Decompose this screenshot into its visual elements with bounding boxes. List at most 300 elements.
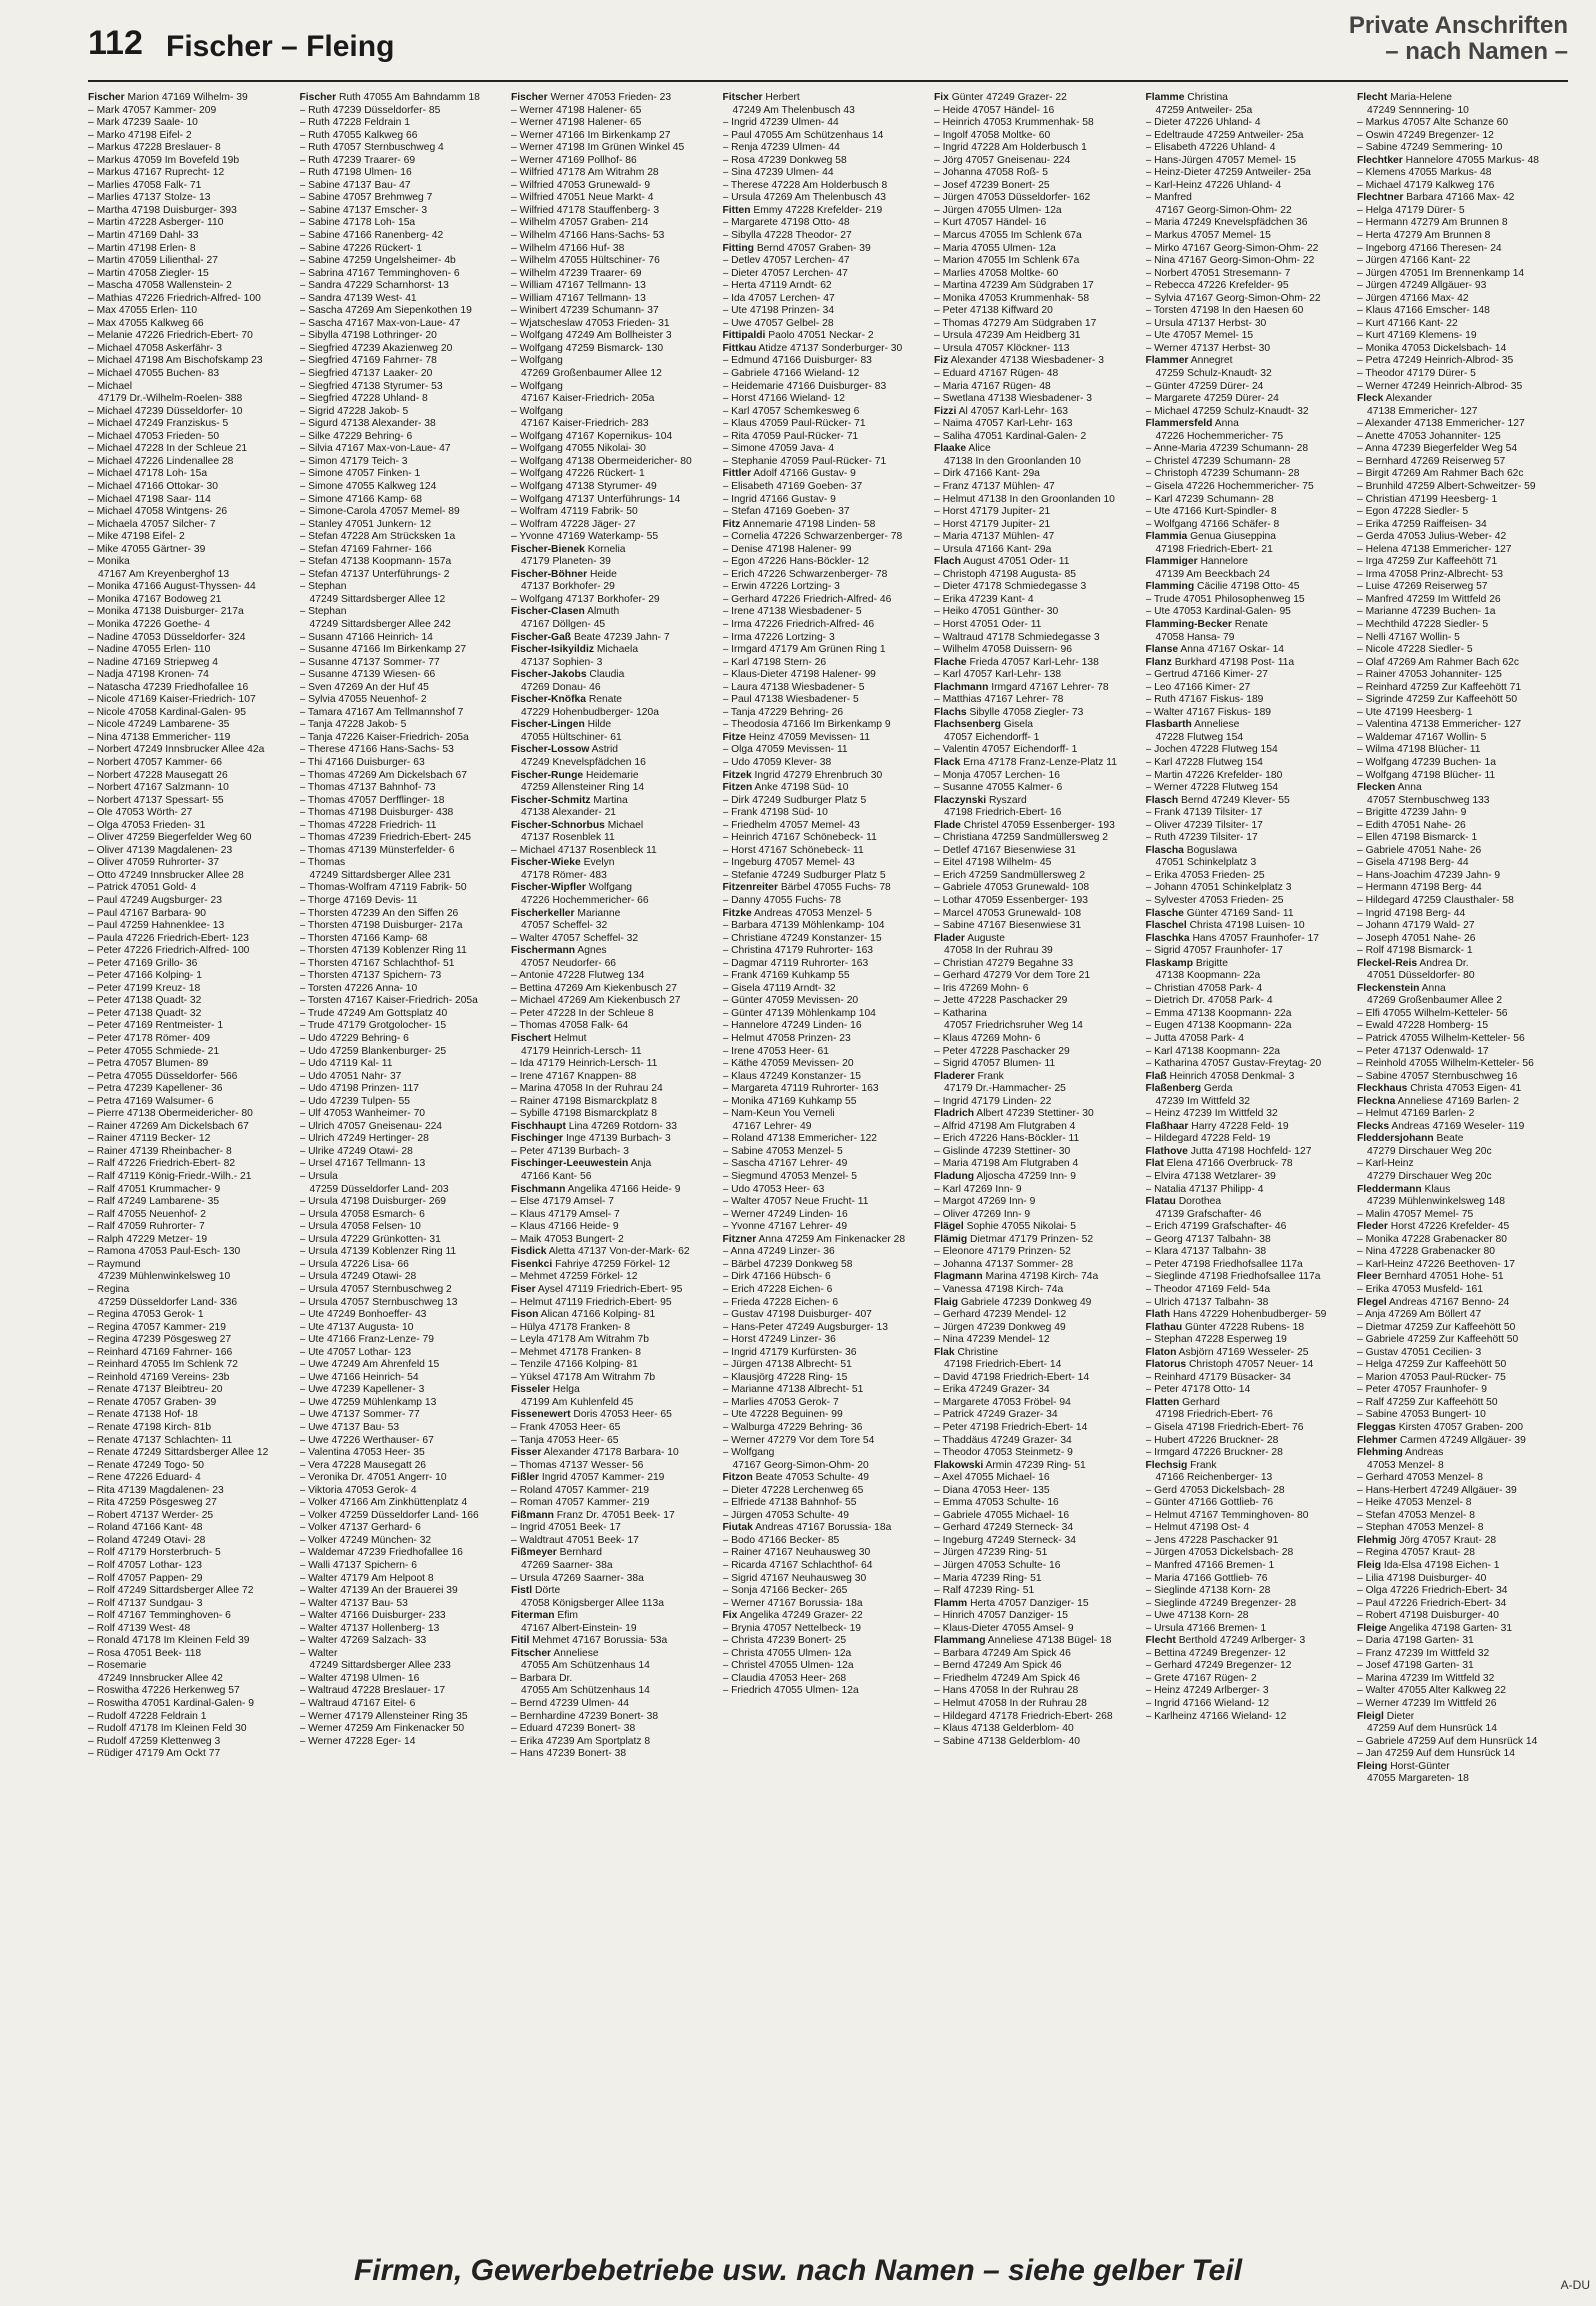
listing-entry	[511, 205, 716, 218]
listing-entry	[934, 933, 1139, 946]
listing-entry	[934, 606, 1139, 619]
listing-column	[1146, 92, 1351, 2232]
listing-entry	[511, 130, 716, 143]
surname-heading: Fleckhaus	[1357, 1083, 1408, 1095]
listing-entry	[934, 1347, 1139, 1360]
entry-text: – Monika 47228 Grabenacker 80	[1357, 1233, 1507, 1245]
listing-entry	[511, 1435, 716, 1448]
listing-entry	[723, 1033, 928, 1046]
entry-text: – Irga 47259 Zur Kaffeehött 71	[1357, 556, 1498, 568]
entry-text: Mehmet 47167 Borussia- 53a	[529, 1635, 668, 1647]
listing-entry	[88, 1309, 293, 1322]
surname-heading: Fischer-Schmitz	[511, 794, 591, 806]
listing-entry	[1357, 1347, 1562, 1360]
listing-entry	[88, 606, 293, 619]
entry-text: – Valentina 47053 Heer- 35	[299, 1447, 425, 1459]
surname-heading: Flägel	[934, 1221, 964, 1233]
listing-entry	[1357, 406, 1562, 419]
entry-text: – Ingrid 47228 Am Holderbusch 1	[934, 142, 1087, 154]
listing-entry	[300, 1347, 505, 1360]
entry-text: – Hülya 47178 Franken- 8	[511, 1321, 631, 1333]
listing-entry	[511, 1472, 716, 1485]
entry-text: – Rita 47139 Magdalenen- 23	[88, 1484, 224, 1496]
listing-entry	[300, 770, 505, 783]
entry-text: 47137 Rosenblek 11	[521, 832, 615, 844]
listing-entry	[300, 1372, 505, 1385]
listing-entry	[1357, 418, 1562, 431]
listing-entry	[300, 280, 505, 293]
listing-entry	[934, 1736, 1139, 1749]
entry-text: – Hannelore 47249 Linden- 16	[722, 1020, 862, 1032]
entry-text: – Ursula 47166 Kant- 29a	[934, 543, 1052, 555]
entry-text: – Gislinde 47239 Stettiner- 30	[934, 1145, 1071, 1157]
surname-heading: Fitzon	[722, 1472, 753, 1484]
listing-entry	[1357, 1096, 1562, 1109]
listing-entry	[88, 832, 293, 845]
entry-text: 47179 Heinrich-Lersch- 11	[521, 1045, 642, 1057]
listing-entry	[511, 1635, 716, 1648]
listing-entry	[1357, 1058, 1562, 1071]
listing-entry	[723, 995, 928, 1008]
entry-text: – Ralf 47259 Zur Kaffeehött 50	[1357, 1396, 1498, 1408]
listing-entry	[1146, 468, 1351, 481]
listing-entry	[934, 167, 1139, 180]
entry-text: – Volker 47137 Gerhard- 6	[299, 1522, 421, 1534]
surname-heading: Flachmann	[934, 681, 989, 693]
entry-text: – Wilhelm 47055 Hültschiner- 76	[511, 255, 660, 267]
entry-text: – Gertrud 47166 Kimer- 27	[1145, 669, 1268, 681]
listing-entry	[511, 569, 716, 582]
listing-entry	[723, 1334, 928, 1347]
surname-heading: Fitil	[511, 1635, 530, 1647]
entry-text: – Reinhard 47055 Im Schlenk 72	[88, 1359, 238, 1371]
listing-entry	[1357, 481, 1562, 494]
entry-text: – Hans-Jürgen 47057 Memel- 15	[1145, 154, 1297, 166]
entry-text: – Franz 47239 Im Wittfeld 32	[1357, 1647, 1490, 1659]
listing-entry	[88, 1460, 293, 1473]
surname-heading: Fißmann	[511, 1509, 554, 1521]
listing-entry	[300, 657, 505, 670]
surname-heading: Fladrich	[934, 1108, 975, 1120]
listing-entry	[511, 807, 716, 820]
entry-text: Albert 47239 Stettiner- 30	[974, 1108, 1094, 1120]
listing-entry	[300, 1108, 505, 1121]
entry-text: – Christel 47239 Schumann- 28	[1145, 455, 1291, 467]
listing-entry	[511, 1535, 716, 1548]
entry-text: Andreas 47167 Borussia- 18a	[752, 1522, 892, 1534]
entry-text: – Torsten 47198 In den Haesen 60	[1145, 305, 1304, 317]
entry-text: – Sabine 47259 Ungelsheimer- 4b	[299, 255, 456, 267]
listing-entry	[723, 468, 928, 481]
surname-heading: Flaß	[1145, 1070, 1167, 1082]
entry-text: – Anna 47239 Biegerfelder Weg 54	[1357, 443, 1518, 455]
entry-text: – Heinrich 47053 Krummenhak- 58	[934, 117, 1094, 129]
listing-entry	[1146, 443, 1351, 456]
entry-text: – Renja 47239 Ulmen- 44	[722, 142, 840, 154]
entry-text: Atidze 47137 Sonderburger- 30	[756, 342, 903, 354]
entry-text: – Sabine 47137 Bau- 47	[299, 179, 411, 191]
listing-entry	[511, 757, 716, 770]
entry-text: Anneliese	[1191, 719, 1240, 731]
entry-text: – Vera 47228 Mausegatt 26	[299, 1459, 427, 1471]
listing-entry	[511, 694, 716, 707]
listing-entry	[300, 481, 505, 494]
listing-entry	[723, 920, 928, 933]
listing-entry	[934, 1033, 1139, 1046]
surname-heading: Flämig	[934, 1233, 968, 1245]
listing-entry	[934, 1071, 1139, 1084]
listing-entry	[934, 268, 1139, 281]
surname-heading: Flaßenberg	[1145, 1083, 1201, 1095]
entry-text: – Rudolf 47178 Im Kleinen Feld 30	[88, 1723, 247, 1735]
listing-entry	[934, 1221, 1139, 1234]
entry-text: – Werner 47166 Im Birkenkamp 27	[511, 129, 671, 141]
listing-entry	[934, 280, 1139, 293]
listing-entry	[511, 1121, 716, 1134]
listing-entry	[88, 456, 293, 469]
entry-text: – Barbara 47139 Möhlenkamp- 104	[722, 920, 885, 932]
entry-text: – Regina 47057 Kammer- 219	[88, 1321, 226, 1333]
listing-entry	[1146, 1046, 1351, 1059]
listing-entry	[1357, 443, 1562, 456]
entry-text: – Heiko 47051 Günther- 30	[934, 606, 1059, 618]
listing-entry	[1357, 381, 1562, 394]
entry-text: – Franz 47137 Mühlen- 47	[934, 480, 1055, 492]
entry-text: Annegret	[1188, 355, 1233, 367]
entry-text: – Rainer 47053 Johanniter- 125	[1357, 669, 1502, 681]
entry-text: – Ursula 47226 Lisa- 66	[299, 1258, 409, 1270]
entry-text: – Dirk 47166 Kant- 29a	[934, 468, 1040, 480]
listing-entry	[934, 130, 1139, 143]
surname-heading: Fissenewert	[511, 1409, 571, 1421]
entry-text: – Uwe 47259 Mühlenkamp 13	[299, 1396, 437, 1408]
listing-entry	[300, 1497, 505, 1510]
entry-text: Bärbel 47055 Fuchs- 78	[778, 882, 891, 894]
entry-text: – Silke 47229 Behring- 6	[299, 430, 413, 442]
surname-heading: Flath	[1145, 1309, 1171, 1321]
listing-entry	[934, 1234, 1139, 1247]
surname-heading: Fleigl	[1357, 1710, 1384, 1722]
entry-text: – Wilhelm 47166 Huf- 38	[511, 242, 625, 254]
listing-entry	[300, 1685, 505, 1698]
listing-entry	[1357, 1071, 1562, 1084]
listing-entry	[88, 230, 293, 243]
listing-entry	[88, 744, 293, 757]
listing-entry	[934, 1020, 1139, 1033]
listing-entry	[300, 1133, 505, 1146]
listing-entry	[1357, 1309, 1562, 1322]
entry-text: – Werner 47239 Im Wittfeld 26	[1357, 1698, 1497, 1709]
entry-text: – Nina 47228 Grabenacker 80	[1357, 1246, 1495, 1258]
entry-text: – Petra 47057 Blumen- 89	[88, 1058, 209, 1070]
listing-entry	[88, 368, 293, 381]
listing-entry	[300, 343, 505, 356]
listing-entry	[934, 1547, 1139, 1560]
listing-entry	[723, 1447, 928, 1460]
listing-entry	[88, 1058, 293, 1071]
listing-entry	[1146, 293, 1351, 306]
entry-text: – Wolfram 47228 Jäger- 27	[511, 518, 636, 530]
listing-entry	[1146, 230, 1351, 243]
listing-entry	[511, 1209, 716, 1222]
listing-entry	[1146, 1447, 1351, 1460]
entry-text: – Walburga 47229 Behring- 36	[722, 1421, 863, 1433]
entry-text: – Christina 47179 Ruhrorter- 163	[722, 945, 874, 957]
entry-text: – Ursula 47139 Koblenzer Ring 11	[299, 1246, 457, 1258]
entry-text: – Therese 47166 Hans-Sachs- 53	[299, 744, 454, 756]
entry-text: – Werner 47167 Borussia- 18a	[722, 1597, 863, 1609]
listing-entry	[511, 180, 716, 193]
listing-entry	[300, 1522, 505, 1535]
entry-text: – Stephan	[299, 581, 347, 593]
listing-entry	[723, 669, 928, 682]
listing-entry	[300, 1585, 505, 1598]
listing-entry	[934, 1171, 1139, 1184]
listing-entry	[934, 1209, 1139, 1222]
entry-text: Alice	[966, 443, 991, 455]
listing-column	[88, 92, 293, 2232]
entry-text: – Edmund 47166 Duisburger- 83	[722, 355, 872, 367]
entry-text: – Hans-Herbert 47249 Allgäuer- 39	[1357, 1484, 1517, 1496]
listing-entry	[1146, 406, 1351, 419]
entry-text: – Bärbel 47239 Donkweg 58	[722, 1258, 853, 1270]
entry-text: – Bettina 47249 Bregenzer- 12	[1145, 1647, 1286, 1659]
entry-text: – Diana 47053 Heer- 135	[934, 1484, 1050, 1496]
entry-text: – Renate 47198 Kirch- 81b	[88, 1421, 212, 1433]
listing-entry	[934, 719, 1139, 732]
surname-heading: Flachsenberg	[934, 719, 1001, 731]
listing-entry	[511, 1184, 716, 1197]
listing-entry	[511, 1485, 716, 1498]
listing-entry	[511, 1384, 716, 1397]
entry-text: – Wilhelm 47057 Graben- 214	[511, 217, 649, 229]
listing-entry	[88, 1635, 293, 1648]
entry-text: – Anja 47269 Am Böllert 47	[1357, 1309, 1482, 1321]
entry-text: – Ursula 47249 Otawi- 28	[299, 1271, 417, 1283]
listing-entry	[1357, 581, 1562, 594]
entry-text: – Rosa 47239 Donkweg 58	[722, 154, 847, 166]
surname-heading: Fisser	[511, 1447, 542, 1459]
listing-entry	[88, 406, 293, 419]
entry-text: – Mike 47198 Eifel- 2	[88, 531, 185, 543]
surname-heading: Flasbarth	[1145, 719, 1192, 731]
listing-entry	[723, 305, 928, 318]
entry-text: – Stefan 47137 Unterführungs- 2	[299, 568, 450, 580]
entry-text: – Margarete 47053 Fröbel- 94	[934, 1396, 1071, 1408]
entry-text: – Rainer 47198 Bismarckplatz 8	[511, 1095, 657, 1107]
listing-entry	[88, 556, 293, 569]
entry-text: – Ursula 47269 Saarner- 38a	[511, 1572, 644, 1584]
listing-entry	[1357, 255, 1562, 268]
entry-text: Sophie 47055 Nikolai- 5	[963, 1221, 1076, 1233]
listing-entry	[88, 205, 293, 218]
surname-heading: Fisdick	[511, 1246, 547, 1258]
entry-text: – Edeltraude 47259 Antweiler- 25a	[1145, 129, 1304, 141]
listing-entry	[934, 920, 1139, 933]
listing-entry	[934, 1133, 1139, 1146]
entry-text: – Bernd 47249 Am Spick 46	[934, 1660, 1062, 1672]
entry-text: Gabriele 47239 Donkweg 49	[958, 1296, 1092, 1308]
entry-text: – Stefan 47138 Koopmann- 157a	[299, 556, 452, 568]
entry-text: Ingrid 47057 Kammer- 219	[539, 1472, 665, 1484]
surname-heading: Fischhaupt	[511, 1120, 566, 1132]
surname-heading: Flat	[1145, 1158, 1164, 1170]
entry-text: – Lothar 47059 Essenberger- 193	[934, 895, 1088, 906]
entry-text: – Torsten 47226 Anna- 10	[299, 982, 418, 994]
listing-entry	[300, 544, 505, 557]
entry-text: – Siegfried 47169 Fahrner- 78	[299, 355, 437, 367]
listing-entry	[300, 644, 505, 657]
entry-text: 47138 Emmericher- 127	[1367, 405, 1478, 417]
listing-entry	[934, 1309, 1139, 1322]
entry-text: – Irma 47058 Prinz-Albrecht- 53	[1357, 568, 1503, 580]
listing-entry	[723, 1284, 928, 1297]
entry-text: – Sigrid 47228 Jakob- 5	[299, 405, 409, 417]
listing-entry	[88, 192, 293, 205]
listing-entry	[723, 155, 928, 168]
listing-entry	[511, 1096, 716, 1109]
entry-text: – Wjatscheslaw 47053 Frieden- 31	[511, 317, 670, 329]
listing-entry	[1146, 657, 1351, 670]
listing-entry	[934, 1334, 1139, 1347]
entry-text: – Margarete 47198 Otto- 48	[722, 217, 850, 229]
listing-entry	[934, 945, 1139, 958]
entry-text: – Gerd 47053 Dickelsbach- 28	[1145, 1484, 1285, 1496]
listing-entry	[934, 293, 1139, 306]
entry-text: – Ursula 47058 Esmarch- 6	[299, 1208, 425, 1220]
entry-text: – Eitel 47198 Wilhelm- 45	[934, 857, 1052, 869]
entry-text: – Peter 47178 Römer- 409	[88, 1033, 210, 1045]
entry-text: – Martin 47228 Asberger- 110	[88, 217, 224, 229]
entry-text: – Michael 47198 Am Bischofskamp 23	[88, 355, 263, 367]
listing-entry	[1146, 1359, 1351, 1372]
listing-entry	[1357, 782, 1562, 795]
entry-text: – Erika 47053 Frieden- 25	[1145, 869, 1265, 881]
listing-entry	[723, 1108, 928, 1121]
listing-entry	[1357, 1485, 1562, 1498]
entry-text: – Elvira 47138 Wetzlarer- 39	[1145, 1171, 1276, 1183]
entry-text: Franz Dr. 47051 Beek- 17	[553, 1509, 675, 1521]
listing-entry	[723, 293, 928, 306]
listing-entry	[1357, 1573, 1562, 1586]
entry-text: – Ralf 47239 Ring- 51	[934, 1585, 1035, 1597]
listing-entry	[1357, 1610, 1562, 1623]
listing-entry	[300, 1610, 505, 1623]
entry-text: 47055 Am Schützenhaus 14	[521, 1685, 650, 1697]
entry-text: Inge 47139 Burbach- 3	[563, 1133, 671, 1145]
listing-entry	[511, 1711, 716, 1724]
listing-entry	[1146, 795, 1351, 808]
listing-entry	[723, 1460, 928, 1473]
listing-entry	[300, 1259, 505, 1272]
entry-text: – Horst 47166 Wieland- 12	[722, 393, 845, 405]
listing-column	[1357, 92, 1562, 2232]
entry-text: – Renate 47137 Bleibtreu- 20	[88, 1384, 223, 1396]
listing-entry	[1357, 1033, 1562, 1046]
entry-text: – Walter 47167 Fiskus- 189	[1145, 706, 1272, 718]
listing-entry	[1146, 744, 1351, 757]
listing-entry	[723, 1685, 928, 1698]
listing-entry	[1146, 280, 1351, 293]
entry-text: – Norbert 47167 Salzmann- 10	[88, 782, 229, 794]
entry-text: – Barbara Dr.	[511, 1672, 573, 1684]
entry-text: – Thomas 47139 Münsterfelder- 6	[299, 844, 455, 856]
listing-entry	[88, 481, 293, 494]
entry-text: – Gabriele 47055 Michael- 16	[934, 1509, 1070, 1521]
entry-text: – Olaf 47269 Am Rahmer Bach 62c	[1357, 656, 1519, 668]
listing-entry	[88, 795, 293, 808]
listing-entry	[934, 1196, 1139, 1209]
surname-heading: Fison	[511, 1309, 539, 1321]
listing-entry	[88, 1046, 293, 1059]
listing-entry	[300, 205, 505, 218]
entry-text: – Irmgard 47179 Am Grünen Ring 1	[722, 644, 886, 656]
entry-text: – Brigitte 47239 Jahn- 9	[1357, 807, 1467, 819]
listing-entry	[1357, 857, 1562, 870]
listing-entry	[934, 707, 1139, 720]
entry-text: – Markus 47228 Breslauer- 8	[88, 142, 221, 154]
entry-text: – Peter 47138 Quadt- 32	[88, 1007, 202, 1019]
listing-entry	[88, 1660, 293, 1673]
listing-entry	[88, 217, 293, 230]
entry-text: 47259 Düsseldorfer Land- 203	[309, 1183, 449, 1195]
entry-text: – Klemens 47055 Markus- 48	[1357, 167, 1492, 179]
entry-text: – Sabine 47226 Rückert- 1	[299, 242, 422, 254]
listing-entry	[511, 920, 716, 933]
entry-text: – Sabine 47249 Semmering- 10	[1357, 142, 1503, 154]
listing-entry	[934, 1384, 1139, 1397]
listing-entry	[934, 619, 1139, 632]
listing-entry	[723, 581, 928, 594]
entry-text: – Sandra 47139 West- 41	[299, 292, 417, 304]
entry-text: – Gabriele 47053 Grunewald- 108	[934, 882, 1090, 894]
listing-entry	[300, 895, 505, 908]
listing-entry	[1357, 1472, 1562, 1485]
entry-text: – Frank 47198 Süd- 10	[722, 807, 828, 819]
entry-text: – Hildegard 47178 Friedrich-Ebert- 268	[934, 1710, 1113, 1722]
listing-entry	[300, 92, 505, 105]
surname-heading: Fix	[934, 92, 949, 103]
entry-text: – Ralf 47051 Krummacher- 9	[88, 1183, 221, 1195]
listing-entry	[934, 845, 1139, 858]
entry-text: – Günter 47166 Gottlieb- 76	[1145, 1497, 1274, 1509]
entry-text: Brigitte	[1193, 957, 1228, 969]
listing-entry	[1357, 268, 1562, 281]
listing-entry	[1146, 217, 1351, 230]
listing-entry	[934, 757, 1139, 770]
listing-entry	[511, 117, 716, 130]
entry-text: – Jens 47228 Paschacker 91	[1145, 1534, 1279, 1546]
listing-entry	[1357, 1246, 1562, 1259]
entry-text: – Jette 47228 Paschacker 29	[934, 995, 1068, 1007]
entry-text: – Siegfried 47228 Uhland- 8	[299, 393, 428, 405]
entry-text: – Gabriele 47259 Auf dem Hunsrück 14	[1357, 1735, 1538, 1747]
listing-entry	[1146, 1171, 1351, 1184]
entry-text: – Werner 47169 Pollhof- 86	[511, 154, 637, 166]
listing-entry	[723, 770, 928, 783]
entry-text: 47057 Neudorfer- 66	[521, 957, 617, 969]
entry-text: Christoph 47057 Neuer- 14	[1186, 1359, 1314, 1371]
listing-entry	[88, 619, 293, 632]
listing-entry	[300, 857, 505, 870]
entry-text: Klaus	[1421, 1183, 1451, 1195]
listing-entry	[1146, 1522, 1351, 1535]
listing-entry	[934, 155, 1139, 168]
listing-entry	[1357, 1133, 1562, 1146]
listing-entry	[300, 393, 505, 406]
listing-entry	[300, 983, 505, 996]
entry-text: Christel 47059 Essenberger- 193	[960, 819, 1115, 831]
